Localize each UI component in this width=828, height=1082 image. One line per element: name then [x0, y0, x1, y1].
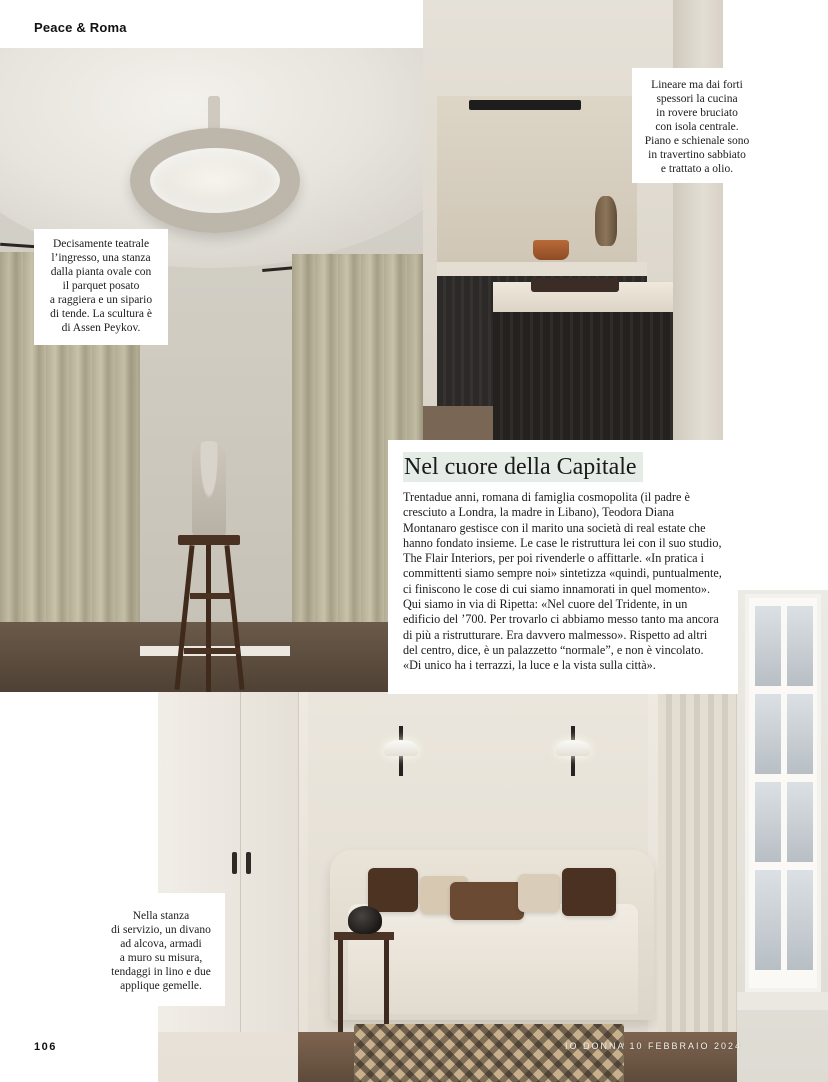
extractor-hood — [469, 100, 581, 110]
sculpture — [192, 441, 226, 537]
pillow — [368, 868, 418, 912]
linen-curtain — [658, 692, 738, 1082]
publication-footer: IO DONNA 10 FEBBRAIO 2024 — [565, 1041, 743, 1051]
window-pane — [755, 606, 781, 686]
ring-pendant-lamp — [130, 128, 300, 233]
window-pane — [755, 694, 781, 774]
copper-pot — [533, 240, 569, 260]
sofa-seat — [348, 904, 638, 1014]
sconce-shade — [384, 740, 418, 756]
caption-kitchen: Lineare ma dai forti spessori la cucina in rovere bruciato con isola centrale. Piano e schienale sono in travertino sabbiato e trattato a olio. — [632, 68, 762, 183]
wardrobe-handle — [246, 852, 251, 874]
kitchen-floor — [423, 406, 493, 440]
entrance-photo — [0, 48, 423, 692]
window-photo — [737, 590, 828, 1082]
window-frame — [745, 594, 821, 992]
side-table-leg — [384, 940, 389, 1035]
pillow — [562, 868, 616, 916]
window-pane — [787, 694, 813, 774]
caption-entrance: Decisamente teatrale l’ingresso, una stanza dalla pianta ovale con il parquet posato a raggiera e un sipario di tende. La scultura è di Assen Peykov. — [34, 229, 168, 345]
pillow — [450, 882, 524, 920]
window-sill — [737, 992, 828, 1010]
vase — [595, 196, 617, 246]
wall-sconce-right — [556, 726, 590, 778]
fruit-tray — [531, 278, 619, 292]
pedestal-top — [178, 535, 240, 545]
wardrobe-handle — [232, 852, 237, 874]
wall-sconce-left — [384, 726, 418, 778]
wardrobe-seam — [240, 692, 241, 1032]
parquet-floor — [0, 622, 423, 692]
bedroom-photo — [158, 692, 828, 1082]
kitchen-photo — [423, 0, 723, 440]
ceramic-jar — [348, 906, 382, 934]
pedestal-shelf — [190, 593, 232, 599]
window-pane — [787, 782, 813, 862]
pedestal-leg — [206, 545, 211, 692]
sconce-shade — [556, 740, 590, 756]
window-pane — [787, 606, 813, 686]
article — [388, 440, 738, 694]
article-headline: Nel cuore della Capitale — [403, 452, 643, 482]
window-pane — [755, 782, 781, 862]
back-counter — [437, 262, 647, 276]
window-pane — [787, 870, 813, 970]
kitchen-island — [493, 312, 673, 440]
side-table-leg — [338, 940, 343, 1035]
article-body: Trentadue anni, romana di famiglia cosmopolita (il padre è cresciuto a Londra, la madre in Libano), Teodora Diana Montanaro gestisce con il marito una società di real estate che hanno fondato insieme. Le case le ristruttura lei con il suo studio, The Flair Interiors, per poi rivenderle o affittarle. «In pratica i committenti siamo sempre noi» sintetizza «quindi, puntualmente, ci finiscono le cose di cui siamo innamorati in quel momento». Qui siamo in via di Ripetta: «Nel cuore del Tridente, in un edificio del ’700. Per trovarlo ci abbiamo messo tanto ma ancora di più a ristrutturare. Era davvero malmesso». Rispetto ad altri del centro, dice, è un palazzetto “normale”, e non è vincolato. «Di unico ha i terrazzi, la luce e la vista sulla città». — [403, 490, 722, 673]
kitchen-column — [673, 0, 723, 440]
window-pane — [755, 870, 781, 970]
page-number: 106 — [34, 1041, 57, 1053]
section-label: Peace & Roma — [34, 20, 127, 35]
pedestal-shelf — [184, 648, 240, 654]
patterned-rug — [354, 1024, 624, 1082]
caption-bedroom: Nella stanza di servizio, un divano ad alcova, armadi a muro su misura, tendaggi in lino e due applique gemelle. — [97, 893, 225, 1006]
pillow — [518, 874, 560, 912]
